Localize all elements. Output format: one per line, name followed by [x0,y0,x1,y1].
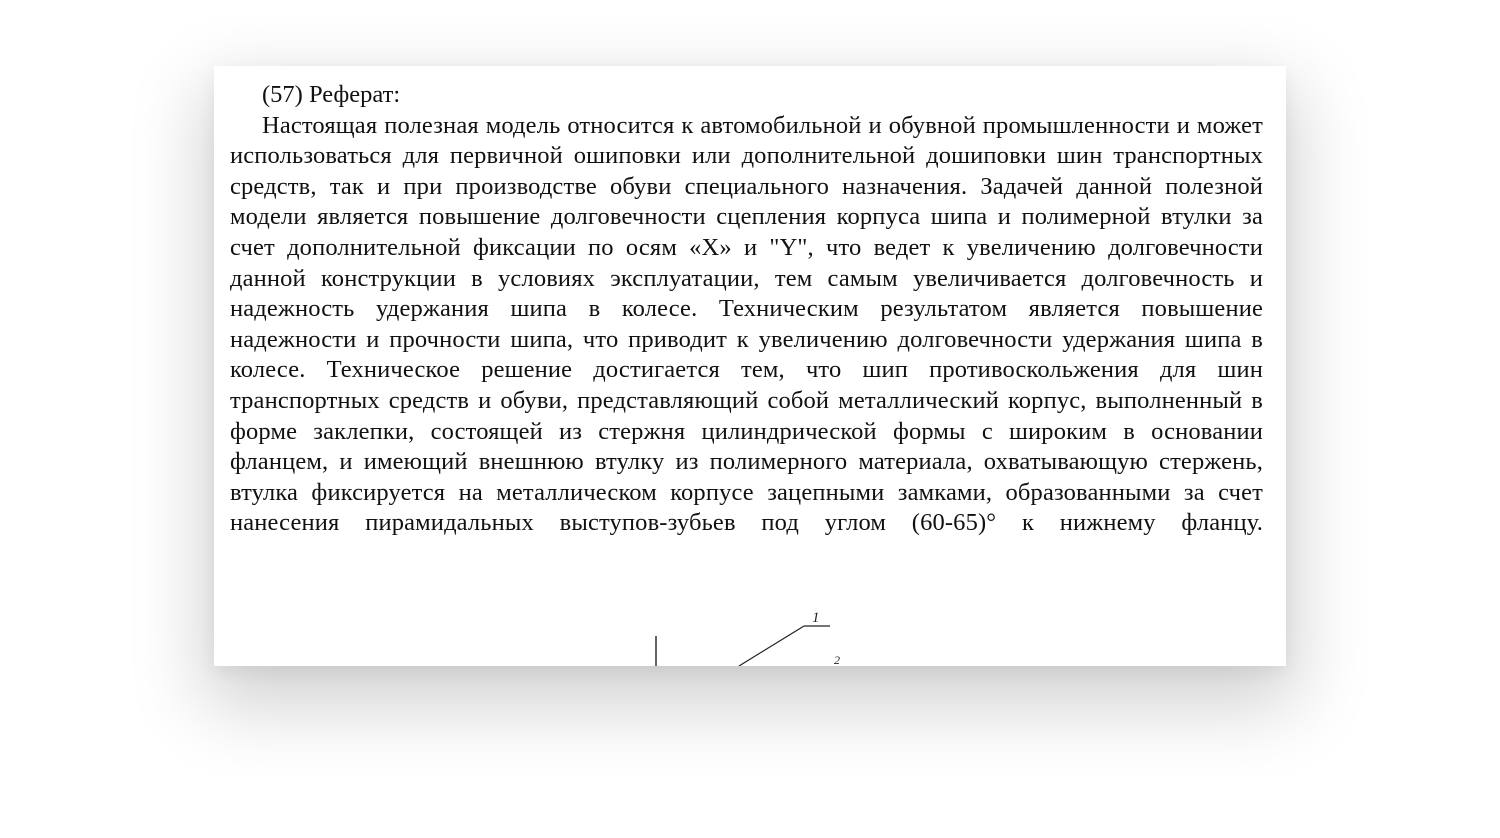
abstract-section [230,80,1263,539]
drawing-leader-line-1 [739,626,804,666]
figure-label-2: 2 [834,653,840,666]
patent-drawing-fragment [644,602,844,666]
abstract-heading: (57) Реферат: [262,81,401,108]
figure-label-1: 1 [812,610,820,626]
abstract-body: Настоящая полезная модель относится к автомобильной и обувной промышленности и может использоваться для первичной ошиповки или дополнительной дошиповки шин транспортных средств, так и при производстве обуви специального назначения. Задачей данной полезной модели является повышение долговечности сцепления корпуса шипа и полимерной втулки за счет дополнительной фиксации по осям «X» и "Y", что ведет к увеличению долговечности данной конструкции в условиях эксплуатации, тем самым увеличивается долговечность и надежность удержания шипа в колесе. Техническим результатом является повышение надежности и прочности шипа, что приводит к увеличению долговечности удержания шипа в колесе. Техническое решение достигается тем, что шип противоскольжения для шин транспортных средств и обуви, представляющий собой металлический корпус, выполненный в форме заклепки, состоящей из стержня цилиндрической формы с широким в основании фланцем, и имеющий внешнюю втулку из полимерного материала, охватывающую стержень, втулка фиксируется на металлическом корпусе зацепными замками, образованными за счет нанесения пирамидальных выступов-зубьев под углом (60-65)° к нижнему фланцу. [230,111,1263,537]
document-page [214,66,1286,666]
